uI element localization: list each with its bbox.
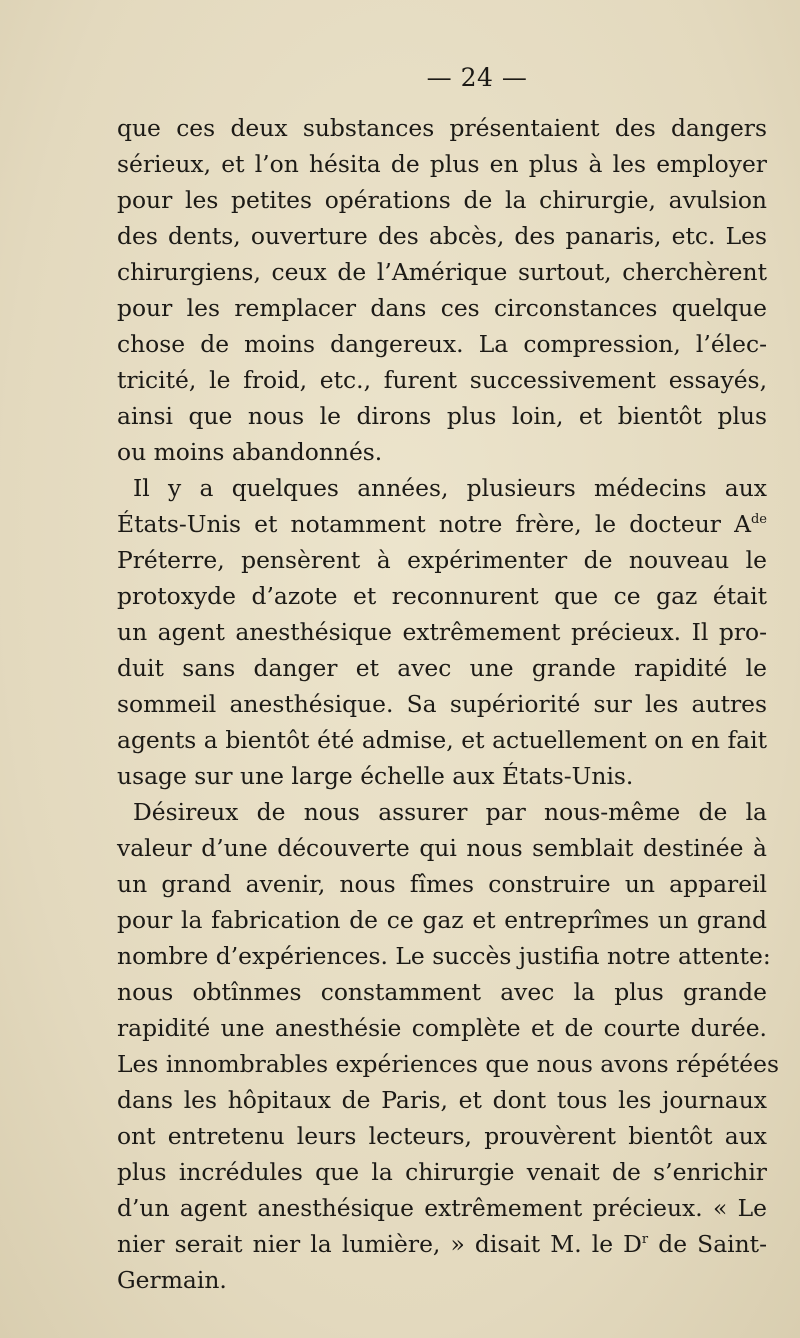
text-line: des dents, ouverture des abcès, des panaris, etc. Les: [117, 222, 767, 250]
text-segment: États-Unis et notamment notre frère, le docteur A: [117, 510, 751, 538]
book-page: [117, 58, 779, 1298]
text-line: dans les hôpitaux de Paris, et dont tous les journaux: [117, 1086, 767, 1114]
text-line: ont entretenu leurs lecteurs, prouvèrent bientôt aux: [117, 1122, 767, 1150]
text-line: Les innombrables expériences que nous avons répétées: [117, 1050, 779, 1078]
text-line: duit sans danger et avec une grande rapidité le: [117, 654, 767, 682]
text-line: plus incrédules que la chirurgie venait de s’enrichir: [117, 1158, 767, 1186]
text-line: sommeil anesthésique. Sa supériorité sur les autres: [117, 690, 767, 718]
text-line: rapidité une anesthésie complète et de courte durée.: [117, 1014, 767, 1042]
text-line: nombre d’expériences. Le succès justifia notre attente:: [117, 942, 771, 970]
text-line: ou moins abandonnés.: [117, 438, 383, 466]
text-line: un grand avenir, nous fîmes construire un appareil: [117, 870, 767, 898]
text-line: chirurgiens, ceux de l’Amérique surtout, cherchèrent: [117, 258, 767, 286]
text-line: ainsi que nous le dirons plus loin, et bientôt plus: [117, 402, 767, 430]
text-line: Il y a quelques années, plusieurs médecins aux: [133, 474, 767, 502]
text-line: nous obtînmes constamment avec la plus grande: [117, 978, 767, 1006]
text-line: pour la fabrication de ce gaz et entreprîmes un grand: [117, 906, 767, 934]
text-line: pour les petites opérations de la chirurgie, avulsion: [117, 186, 767, 214]
text-line: valeur d’une découverte qui nous semblait destinée à: [117, 834, 767, 862]
text-line: que ces deux substances présentaient des dangers: [117, 114, 767, 142]
text-line: agents a bientôt été admise, et actuellement on en fait: [117, 726, 767, 754]
text-line-with-superscript: [117, 506, 767, 542]
text-segment: de Saint-: [648, 1230, 767, 1258]
paragraph-1: [117, 110, 767, 470]
text-line: tricité, le froid, etc., furent successivement essayés,: [117, 366, 767, 394]
text-line-with-superscript: [117, 1226, 767, 1262]
text-line: chose de moins dangereux. La compression, l’élec-: [117, 330, 767, 358]
text-segment: nier serait nier la lumière, » disait M. le D: [117, 1230, 642, 1258]
text-line: usage sur une large échelle aux États-Unis.: [117, 762, 634, 790]
text-line: Désireux de nous assurer par nous-même de la: [133, 798, 767, 826]
paragraph-2: [117, 470, 767, 794]
superscript-de: de: [750, 512, 767, 527]
superscript-r: r: [641, 1232, 649, 1247]
text-line: un agent anesthésique extrêmement précieux. Il pro-: [117, 618, 767, 646]
text-line: d’un agent anesthésique extrêmement précieux. « Le: [117, 1194, 767, 1222]
text-line: pour les remplacer dans ces circonstances quelque: [117, 294, 767, 322]
paragraph-3: [117, 794, 779, 1298]
text-line: protoxyde d’azote et reconnurent que ce gaz était: [117, 582, 767, 610]
text-line: Germain.: [117, 1266, 227, 1294]
page-number: — 24 —: [426, 63, 528, 92]
text-line: sérieux, et l’on hésita de plus en plus à les employer: [117, 150, 767, 178]
text-line: Préterre, pensèrent à expérimenter de nouveau le: [117, 546, 767, 574]
